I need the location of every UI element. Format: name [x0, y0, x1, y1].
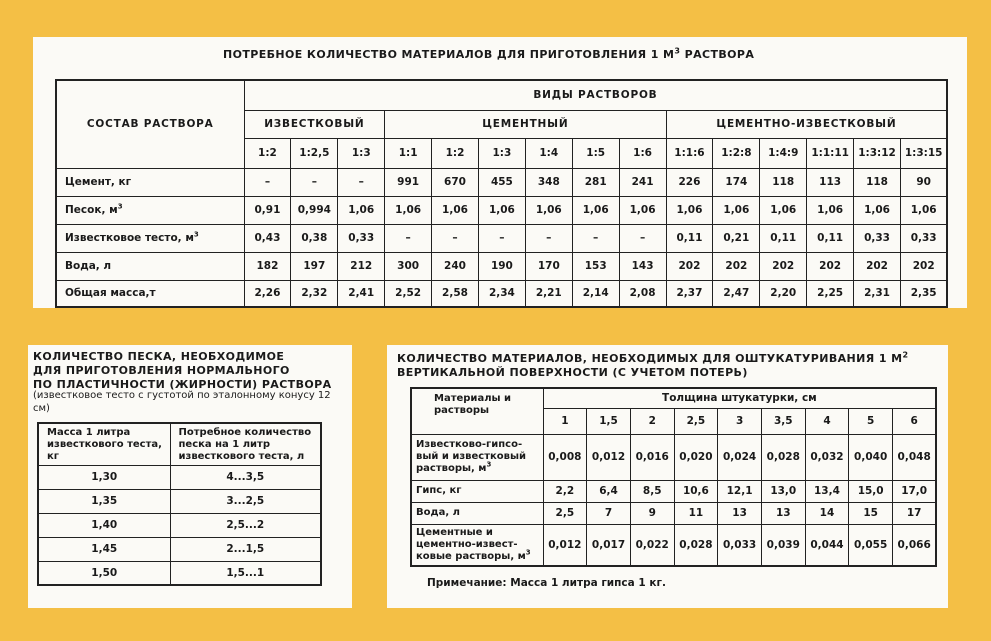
value-cell: 348: [525, 168, 572, 196]
value-cell: 0,11: [807, 224, 854, 252]
table-row: [56, 224, 947, 252]
ratio-header-cell: 1:4:9: [760, 138, 807, 168]
table-row: [38, 561, 321, 585]
value-cell: 0,994: [291, 196, 338, 224]
value-cell: 14: [805, 502, 849, 524]
table-row: [56, 196, 947, 224]
value-cell: 202: [760, 252, 807, 280]
row-label: [56, 196, 244, 224]
value-cell: –: [244, 168, 291, 196]
title-sup: 3: [674, 46, 681, 56]
value-cell: 0,33: [338, 224, 385, 252]
ratio-header-cell: 1:1:6: [666, 138, 713, 168]
value-cell: 202: [666, 252, 713, 280]
row-label-sup: 3: [486, 460, 492, 469]
table-row: [38, 537, 321, 561]
title-text: ПОТРЕБНОЕ КОЛИЧЕСТВО МАТЕРИАЛОВ ДЛЯ ПРИГОТОВЛЕНИЯ 1 М: [223, 48, 675, 61]
row-label: [411, 524, 543, 566]
thickness-cell: 3: [718, 408, 762, 434]
value-cell: 0,028: [761, 434, 805, 480]
group-lime-header: ИЗВЕСТКОВЫЙ: [244, 110, 385, 138]
plaster-title-text: КОЛИЧЕСТВО МАТЕРИАЛОВ, НЕОБХОДИМЫХ ДЛЯ ОШТУКАТУРИВАНИЯ 1 М: [397, 352, 903, 365]
value-cell: 0,022: [630, 524, 674, 566]
sand-subtitle: (известковое тесто с густотой по эталонному конусу 12 см): [33, 390, 331, 414]
value-cell: 113: [807, 168, 854, 196]
row-label-text: Известково-гипсо-вый и известковый растворы, м: [416, 439, 527, 474]
materials-per-m3-title: [223, 48, 754, 62]
row-label-text: Известковое тесто, м: [65, 232, 194, 244]
value-cell: –: [525, 224, 572, 252]
value-cell: 2,21: [525, 280, 572, 307]
value-cell: 174: [713, 168, 760, 196]
value-cell: 2,32: [291, 280, 338, 307]
value-cell: 0,066: [893, 524, 937, 566]
value-cell: 8,5: [630, 480, 674, 502]
value-cell: 2,5: [543, 502, 587, 524]
row-label-text: Общая масса,т: [65, 287, 156, 300]
value-cell: 13: [761, 502, 805, 524]
value-cell: 0,33: [854, 224, 901, 252]
value-cell: 2,2: [543, 480, 587, 502]
value-cell: 197: [291, 252, 338, 280]
plaster-materials-card: [387, 345, 948, 608]
value-cell: 118: [854, 168, 901, 196]
row-label-text: Вода, л: [416, 507, 460, 518]
ratio-header-cell: 1:3:15: [900, 138, 947, 168]
value-cell: 1,06: [432, 196, 479, 224]
value-cell: –: [572, 224, 619, 252]
value-cell: 153: [572, 252, 619, 280]
ratio-header-cell: 1:6: [619, 138, 666, 168]
value-cell: 0,11: [666, 224, 713, 252]
value-cell: 15: [849, 502, 893, 524]
value-cell: 7: [587, 502, 631, 524]
plaster-note: Примечание: Масса 1 литра гипса 1 кг.: [427, 577, 666, 589]
value-cell: 0,012: [543, 524, 587, 566]
value-cell: 1,06: [854, 196, 901, 224]
value-cell: 1,06: [525, 196, 572, 224]
value-cell: 202: [900, 252, 947, 280]
value-cell: 1,06: [900, 196, 947, 224]
row-label-text: Цемент, кг: [65, 176, 132, 188]
value-cell: 0,044: [805, 524, 849, 566]
value-cell: –: [338, 168, 385, 196]
sand-quantity-card: [28, 345, 352, 608]
value-cell: 0,020: [674, 434, 718, 480]
lime-mass-header: Масса 1 литра известкового теста, кг: [38, 423, 170, 465]
group-cement-header: ЦЕМЕНТНЫЙ: [385, 110, 666, 138]
value-cell: 0,024: [718, 434, 762, 480]
ratio-header-cell: 1:3: [338, 138, 385, 168]
value-cell: 281: [572, 168, 619, 196]
ratio-header-cell: 1:1:11: [807, 138, 854, 168]
value-cell: 240: [432, 252, 479, 280]
value-cell: 226: [666, 168, 713, 196]
value-cell: 90: [900, 168, 947, 196]
row-label-sup: 3: [193, 230, 199, 239]
value-cell: 1,06: [572, 196, 619, 224]
value-cell: 0,039: [761, 524, 805, 566]
plaster-materials-table: [410, 387, 937, 567]
row-label-text: Гипс, кг: [416, 485, 462, 496]
value-cell: 17,0: [893, 480, 937, 502]
ratio-header-cell: 1:1: [385, 138, 432, 168]
value-cell: 0,008: [543, 434, 587, 480]
plaster-title-line2: ВЕРТИКАЛЬНОЙ ПОВЕРХНОСТИ (С УЧЕТОМ ПОТЕРЬ): [397, 366, 748, 379]
value-cell: 0,048: [893, 434, 937, 480]
value-cell: 0,38: [291, 224, 338, 252]
sand-quantity-title: [33, 350, 332, 392]
value-cell: 182: [244, 252, 291, 280]
value-cell: 2,58: [432, 280, 479, 307]
sand-needed-cell: 2...1,5: [170, 537, 321, 561]
title-suffix: РАСТВОРА: [680, 48, 755, 61]
row-label: [411, 502, 543, 524]
value-cell: 0,017: [587, 524, 631, 566]
value-cell: 1,06: [478, 196, 525, 224]
value-cell: 6,4: [587, 480, 631, 502]
value-cell: 13,4: [805, 480, 849, 502]
value-cell: 1,06: [385, 196, 432, 224]
value-cell: 15,0: [849, 480, 893, 502]
value-cell: 143: [619, 252, 666, 280]
value-cell: 13: [718, 502, 762, 524]
table-row: [411, 524, 936, 566]
value-cell: 17: [893, 502, 937, 524]
value-cell: 241: [619, 168, 666, 196]
sand-title-line: ДЛЯ ПРИГОТОВЛЕНИЯ НОРМАЛЬНОГО: [33, 364, 290, 377]
value-cell: 202: [854, 252, 901, 280]
sand-needed-cell: 1,5...1: [170, 561, 321, 585]
value-cell: 212: [338, 252, 385, 280]
row-label: [56, 168, 244, 196]
value-cell: 300: [385, 252, 432, 280]
value-cell: 0,11: [760, 224, 807, 252]
value-cell: –: [478, 224, 525, 252]
row-label-text: Песок, м: [65, 204, 118, 216]
value-cell: 2,08: [619, 280, 666, 307]
value-cell: 1,06: [807, 196, 854, 224]
value-cell: 12,1: [718, 480, 762, 502]
materials-per-m3-table: [55, 79, 948, 308]
thickness-header: Толщина штукатурки, см: [543, 388, 936, 408]
value-cell: 1,06: [666, 196, 713, 224]
solution-types-header: ВИДЫ РАСТВОРОВ: [244, 80, 947, 110]
value-cell: 0,016: [630, 434, 674, 480]
value-cell: 2,14: [572, 280, 619, 307]
row-label: [56, 224, 244, 252]
value-cell: 2,20: [760, 280, 807, 307]
group-cement-lime-header: ЦЕМЕНТНО-ИЗВЕСТКОВЫЙ: [666, 110, 947, 138]
thickness-cell: 6: [893, 408, 937, 434]
value-cell: –: [619, 224, 666, 252]
value-cell: 170: [525, 252, 572, 280]
value-cell: 0,040: [849, 434, 893, 480]
value-cell: 2,31: [854, 280, 901, 307]
thickness-cell: 5: [849, 408, 893, 434]
plaster-materials-title: [397, 352, 908, 380]
thickness-cell: 1: [543, 408, 587, 434]
value-cell: 190: [478, 252, 525, 280]
table-row: [411, 434, 936, 480]
value-cell: 991: [385, 168, 432, 196]
value-cell: 9: [630, 502, 674, 524]
row-label-text: Вода, л: [65, 260, 112, 272]
value-cell: 2,37: [666, 280, 713, 307]
value-cell: 202: [713, 252, 760, 280]
sand-needed-cell: 4...3,5: [170, 465, 321, 489]
sand-needed-cell: 2,5...2: [170, 513, 321, 537]
value-cell: 0,028: [674, 524, 718, 566]
value-cell: 118: [760, 168, 807, 196]
value-cell: 0,032: [805, 434, 849, 480]
ratio-header-cell: 1:2,5: [291, 138, 338, 168]
materials-per-m3-card: [33, 37, 967, 308]
ratio-header-cell: 1:2: [432, 138, 479, 168]
ratio-header-cell: 1:4: [525, 138, 572, 168]
value-cell: 11: [674, 502, 718, 524]
table-row: [411, 480, 936, 502]
value-cell: –: [291, 168, 338, 196]
value-cell: 2,35: [900, 280, 947, 307]
row-label-sup: 3: [117, 202, 123, 211]
sand-quantity-table: [37, 422, 322, 586]
value-cell: 0,21: [713, 224, 760, 252]
value-cell: 0,33: [900, 224, 947, 252]
value-cell: 670: [432, 168, 479, 196]
value-cell: 0,055: [849, 524, 893, 566]
value-cell: 0,43: [244, 224, 291, 252]
value-cell: 0,033: [718, 524, 762, 566]
lime-mass-cell: 1,40: [38, 513, 170, 537]
value-cell: –: [385, 224, 432, 252]
ratio-header-cell: 1:5: [572, 138, 619, 168]
sand-title-line: КОЛИЧЕСТВО ПЕСКА, НЕОБХОДИМОЕ: [33, 350, 285, 363]
value-cell: 2,25: [807, 280, 854, 307]
value-cell: 1,06: [338, 196, 385, 224]
plaster-title-sup: 2: [902, 350, 909, 360]
value-cell: 0,012: [587, 434, 631, 480]
table-row: [38, 465, 321, 489]
thickness-cell: 3,5: [761, 408, 805, 434]
lime-mass-cell: 1,35: [38, 489, 170, 513]
table-row: [56, 280, 947, 307]
row-label: [56, 252, 244, 280]
thickness-cell: 2,5: [674, 408, 718, 434]
table-row: [56, 252, 947, 280]
row-label-text: Цементные и цементно-извест-ковые растворы, м: [416, 526, 526, 562]
lime-mass-cell: 1,45: [38, 537, 170, 561]
row-label-sup: 3: [525, 548, 531, 557]
value-cell: 0,91: [244, 196, 291, 224]
value-cell: 455: [478, 168, 525, 196]
lime-mass-cell: 1,30: [38, 465, 170, 489]
table-row: [56, 168, 947, 196]
composition-header: СОСТАВ РАСТВОРА: [56, 80, 244, 168]
table-row: [411, 502, 936, 524]
value-cell: 2,47: [713, 280, 760, 307]
value-cell: 1,06: [760, 196, 807, 224]
ratio-header-cell: 1:2: [244, 138, 291, 168]
thickness-cell: 1,5: [587, 408, 631, 434]
value-cell: 1,06: [619, 196, 666, 224]
row-label: [411, 434, 543, 480]
value-cell: 2,41: [338, 280, 385, 307]
value-cell: 13,0: [761, 480, 805, 502]
ratio-header-cell: 1:3: [478, 138, 525, 168]
value-cell: –: [432, 224, 479, 252]
value-cell: 2,26: [244, 280, 291, 307]
value-cell: 1,06: [713, 196, 760, 224]
sand-title-line: ПО ПЛАСТИЧНОСТИ (ЖИРНОСТИ) РАСТВОРА: [33, 378, 332, 391]
sand-needed-header: Потребное количество песка на 1 литр известкового теста, л: [170, 423, 321, 465]
table-row: [38, 489, 321, 513]
thickness-cell: 2: [630, 408, 674, 434]
table-row: [38, 513, 321, 537]
value-cell: 2,52: [385, 280, 432, 307]
row-label: [56, 280, 244, 307]
sand-needed-cell: 3...2,5: [170, 489, 321, 513]
value-cell: 202: [807, 252, 854, 280]
ratio-header-cell: 1:3:12: [854, 138, 901, 168]
value-cell: 2,34: [478, 280, 525, 307]
materials-header: Материалы и растворы: [411, 388, 543, 434]
thickness-cell: 4: [805, 408, 849, 434]
ratio-header-cell: 1:2:8: [713, 138, 760, 168]
row-label: [411, 480, 543, 502]
lime-mass-cell: 1,50: [38, 561, 170, 585]
value-cell: 10,6: [674, 480, 718, 502]
